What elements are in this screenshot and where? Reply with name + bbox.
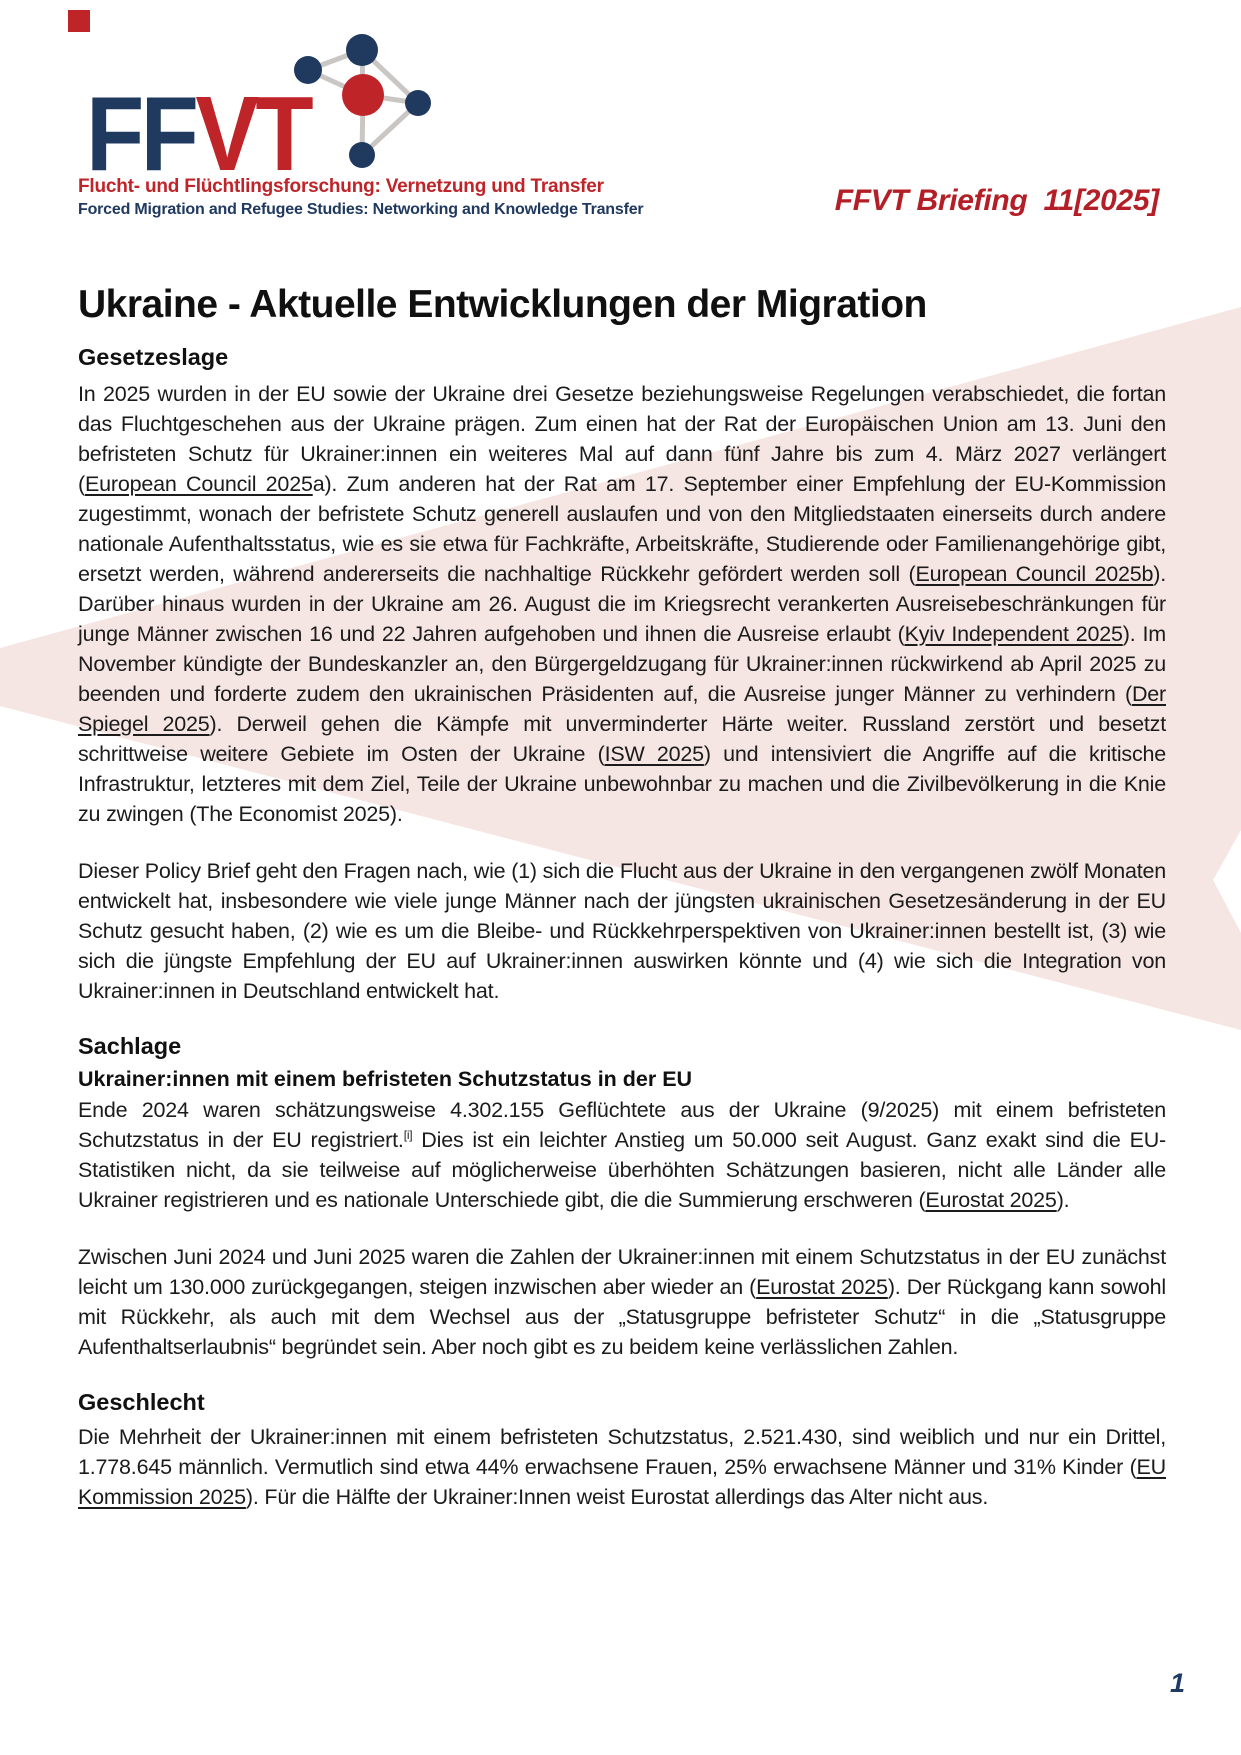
text-run: ). Der Rückgang kann sowohl mit Rückkehr, als auch mit dem Wechsel aus der „Statusgruppe befristeter Schutz“ in die „Statusgruppe Aufenthaltserlaubnis“ begründet sein. Aber noch gibt es zu beidem keine verlässlichen Zahlen. [78,1275,1167,1359]
network-node-icon [349,142,375,168]
page-number: 1 [1169,1668,1185,1698]
citation-link[interactable]: European Council 2025 [84,472,313,496]
paragraph [78,856,1166,1006]
text-run: In 2025 wurden in der EU sowie der Ukraine drei Gesetze beziehungsweise Regelungen verabschiedet, die fortan das Fluchtgeschehen aus der Ukraine prägen. Zum einen hat der Rat der Europäischen Union am 13. Juni den befristeten Schutz für Ukrainer:innen ein weiteres Mal auf dann fünf Jahre bis zum 4. März 2027 verlängert ( [78,382,1166,496]
briefing-issue-label: FFVT Briefing 11[2025] [834,184,1159,217]
text-run: ). [1056,1188,1070,1212]
text-run: Ende 2024 waren schätzungsweise 4.302.155 Geflüchtete aus der Ukraine (9/2025) mit einem befristeten Schutzstatus in der EU registriert. [78,1098,1166,1152]
main-text-column [78,283,1166,1539]
text-run: a). Zum anderen hat der Rat am 17. September einer Empfehlung der EU-Kommission zugestimmt, wonach der befristete Schutz generell auslaufen und von den Mitgliedstaaten einerseits durch andere nationale Aufenthaltsstatus, wie es sie etwa für Fachkräfte, Arbeitskräfte, Studierende oder Familienangehörige gibt, ersetzt werden, während andererseits die nachhaltige Rückkehr gefördert werden soll ( [78,472,1166,586]
paragraph [78,379,1166,829]
citation-link[interactable]: Eurostat 2025 [925,1188,1057,1212]
text-run: ). Derweil gehen die Kämpfe mit unverminderter Härte weiter. Russland zerstört und besetzt schrittweise weitere Gebiete im Osten der Ukraine ( [78,712,1166,766]
paragraph [78,1422,1166,1512]
footnote-ref[interactable]: [i] [403,1127,413,1142]
citation-link[interactable]: Eurostat 2025 [756,1275,888,1299]
text-run: ) und intensiviert die Angriffe auf die kritische Infrastruktur, letzteres mit dem Ziel, Teile der Ukraine unbewohnbar zu machen und die Zivilbevölkerung in die Knie zu zwingen (The Economist 2025). [78,742,1167,826]
text-run: Zwischen Juni 2024 und Juni 2025 waren die Zahlen der Ukrainer:innen mit einem Schutzstatus in der EU zunächst leicht um 130.000 zurückgegangen, steigen inzwischen aber wieder an ( [78,1245,1166,1299]
ffvt-wordmark: FFVT [86,75,311,174]
network-node-icon [405,90,431,116]
ffvt-logo [78,26,644,219]
logo-tagline-german: Flucht- und Flüchtlingsforschung: Vernetzung und Transfer [78,176,604,197]
text-run: Dieser Policy Brief geht den Fragen nach, wie (1) sich die Flucht aus der Ukraine in den vergangenen zwölf Monaten entwickelt hat, insbesondere wie viele junge Männer nach der jüngsten ukrainischen Gesetzesänderung in der EU Schutz gesucht haben, (2) wie es um die Bleibe- und Rückkehrperspektiven von Ukrainer:innen bestellt ist, (3) wie sich die jüngste Empfehlung der EU auf Ukrainer:innen auswirken könnte und (4) wie sich die Integration von Ukrainer:innen in Deutschland entwickelt hat. [78,859,1166,1003]
citation-link[interactable]: Der Spiegel 2025 [78,682,1166,736]
logo-tagline-english: Forced Migration and Refugee Studies: Networking and Knowledge Transfer [78,201,644,218]
citation-link[interactable]: ISW 2025 [604,742,704,766]
citation-link[interactable]: Kyiv Independent 2025 [904,622,1123,646]
citation-link[interactable]: EU Kommission 2025 [78,1455,1166,1509]
citation-link[interactable]: European Council 2025b [915,562,1154,586]
text-run: ). Darüber hinaus wurden in der Ukraine am 26. August die im Kriegsrecht verankerten Ausreisebeschränkungen für junge Männer zwischen 16 und 22 Jahren aufgehoben und ihnen die Ausreise erlaubt ( [78,562,1166,646]
page-title: Ukraine - Aktuelle Entwicklungen der Migration [78,283,927,326]
network-hub-icon [342,74,384,116]
subsection-heading-schutzstatus: Ukrainer:innen mit einem befristeten Schutzstatus in der EU [78,1067,693,1091]
network-node-icon [346,34,378,66]
text-run: ). Im November kündigte der Bundeskanzler an, den Bürgergeldzugang für Ukrainer:innen rückwirkend ab April 2025 zu beenden und forderte zudem den ukrainischen Präsidenten auf, die Ausreise junger Männer zu verhindern ( [78,622,1166,706]
section-heading-sachlage: Sachlage [78,1033,182,1059]
paragraph [78,1095,1166,1215]
network-icon [294,34,431,168]
section-heading-gesetzeslage: Gesetzeslage [78,344,229,370]
paragraph [78,1242,1166,1362]
section-heading-geschlecht: Geschlecht [78,1389,205,1415]
text-run: Die Mehrheit der Ukrainer:innen mit einem befristeten Schutzstatus, 2.521.430, sind weiblich und nur ein Drittel, 1.778.645 männlich. Vermutlich sind etwa 44% erwachsene Frauen, 25% erwachsene Männer und 31% Kinder ( [78,1425,1166,1479]
text-run: Dies ist ein leichter Anstieg um 50.000 seit August. Ganz exakt sind die EU-Statistiken nicht, da sie teilweise auf möglicherweise überhöhten Schätzungen basieren, nicht alle Länder alle Ukrainer registrieren und es nationale Unterschiede gibt, die die Summierung erschweren ( [78,1128,1166,1212]
text-run: ). Für die Hälfte der Ukrainer:Innen weist Eurostat allerdings das Alter nicht aus. [245,1485,989,1509]
ffvt-logo-graphic [78,26,478,174]
